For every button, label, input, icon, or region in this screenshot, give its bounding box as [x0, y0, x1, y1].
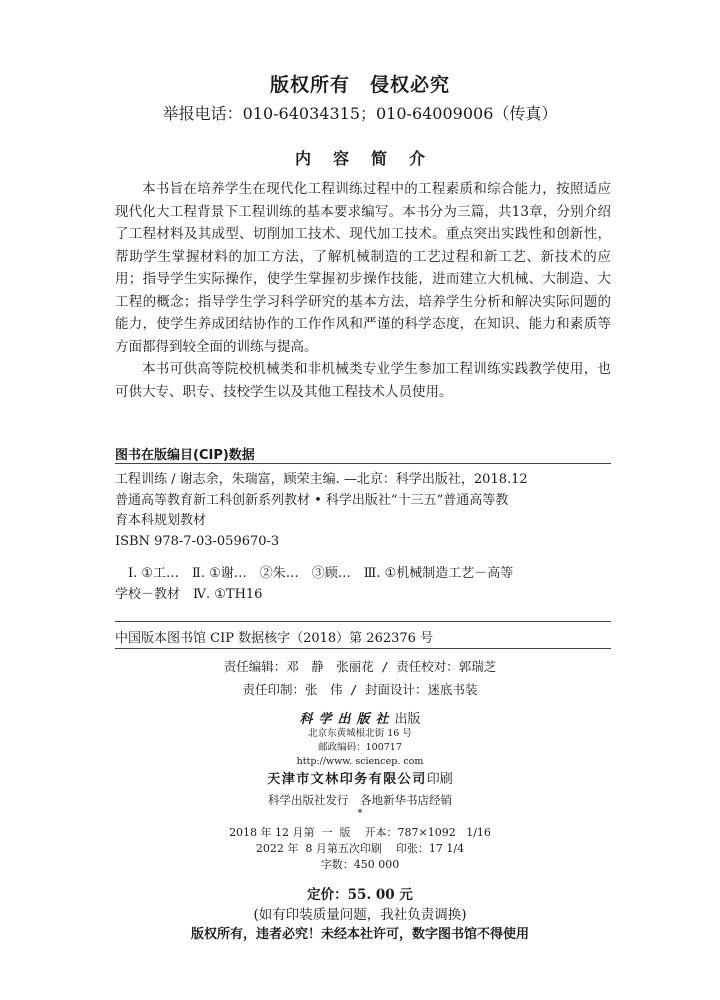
report-phone: 举报电话：010-64034315；010-64009006（传真） — [162, 104, 558, 123]
infringement-warning-text: 侵权必究 — [370, 74, 451, 96]
publisher-block — [0, 708, 720, 819]
cip-classification-cont: 学校－教材 Ⅳ. ①TH16 — [115, 586, 263, 602]
edition-line-printing: 2022 年 8 月第五次印刷 印张：17 1/4 — [255, 842, 465, 855]
publisher-suffix: 出版 — [394, 712, 421, 727]
copyright-footer: 版权所有，违者必究！未经本社许可，数字图书馆不得使用 — [190, 927, 529, 942]
price: 定价：55. 00 元 — [307, 887, 413, 903]
copyright-header — [0, 70, 720, 97]
cip-isbn: ISBN 978-7-03-059670-3 — [115, 533, 280, 549]
cip-top-rule — [115, 463, 611, 464]
summary-section — [115, 178, 611, 403]
printer-suffix: 印刷 — [426, 772, 453, 787]
cip-classification: Ⅰ. ①工… Ⅱ. ①谢… ②朱… ③顾… Ⅲ. ①机械制造工艺－高等 — [128, 566, 514, 581]
editor-credits — [0, 655, 720, 701]
printer-line — [0, 769, 720, 791]
cip-bottom-rule — [115, 648, 611, 649]
summary-paragraph: 本书可供高等院校机械类和非机械类专业学生参加工程训练实践教学使用，也可供大专、职专、技校学生以及其他工程技术人员使用。 — [115, 361, 611, 400]
edition-line-first: 2018 年 12 月第 一 版 开本：787×1092 1/16 — [229, 826, 491, 839]
star-separator: * — [357, 808, 363, 819]
summary-title: 内容简介 — [294, 149, 447, 168]
edition-info — [0, 825, 720, 873]
publisher-postcode: 邮政编码：100717 — [318, 742, 402, 753]
cip-series-line: 普通高等教育新工科创新系列教材 • 科学出版社“十三五”普通高等教 — [115, 492, 509, 508]
publisher-address: 北京东黄城根北街 16 号 — [308, 728, 412, 739]
cip-series-line-cont: 育本科规划教材 — [115, 513, 207, 528]
credits-line-editors: 责任编辑：邓 静 张丽花 / 责任校对：郭瑞芝 — [223, 659, 497, 674]
cip-record-number: 中国版本图书馆 CIP 数据核字（2018）第 262376 号 — [115, 631, 434, 646]
cip-middle-rule — [115, 621, 611, 622]
publisher-url: http://www. sciencep. com — [296, 756, 424, 767]
summary-paragraph: 本书旨在培养学生在现代化工程训练过程中的工程素质和综合能力，按照适应现代化大工程背景下工程训练的基本要求编写。本书分为三篇，共13章，分别介绍了工程材料及其成型、切削加工技术、现代加工技术。重点突出实践性和创新性，帮助学生掌握材料的加工方法，了解机械制造的工艺过程和新工艺、新技术的应用；指导学生实际操作，使学生掌握初步操作技能，进而建立大机械、大制造、大工程的概念；指导学生学习科学研究的基本方法，培养学生分析和解决实际问题的能力，使学生养成团结协作的工作作风和严谨的科学态度，在知识、能力和素质等方面都得到较全面的训练与提高。 — [115, 181, 611, 355]
quality-notice: (如有印装质量问题，我社负责调换) — [253, 907, 467, 923]
credits-line-production: 责任印制：张 伟 / 封面设计：迷底书装 — [242, 682, 478, 697]
printer-name: 天津市文林印务有限公司 — [267, 772, 427, 787]
rights-reserved-text: 版权所有 — [269, 74, 350, 96]
cip-record-body — [115, 470, 615, 605]
publisher-line — [0, 708, 720, 727]
cip-spacer — [115, 552, 615, 564]
cip-title: 图书在版编目(CIP)数据 — [115, 448, 255, 463]
cip-title-line: 工程训练 / 谢志余，朱瑞富，顾荣主编. —北京：科学出版社，2018.12 — [115, 472, 528, 487]
publisher-name: 科学出版社 — [299, 712, 395, 727]
edition-word-count: 字数：450 000 — [320, 858, 400, 871]
distribution-line: 科学出版社发行 各地新华书店经销 — [268, 793, 452, 807]
